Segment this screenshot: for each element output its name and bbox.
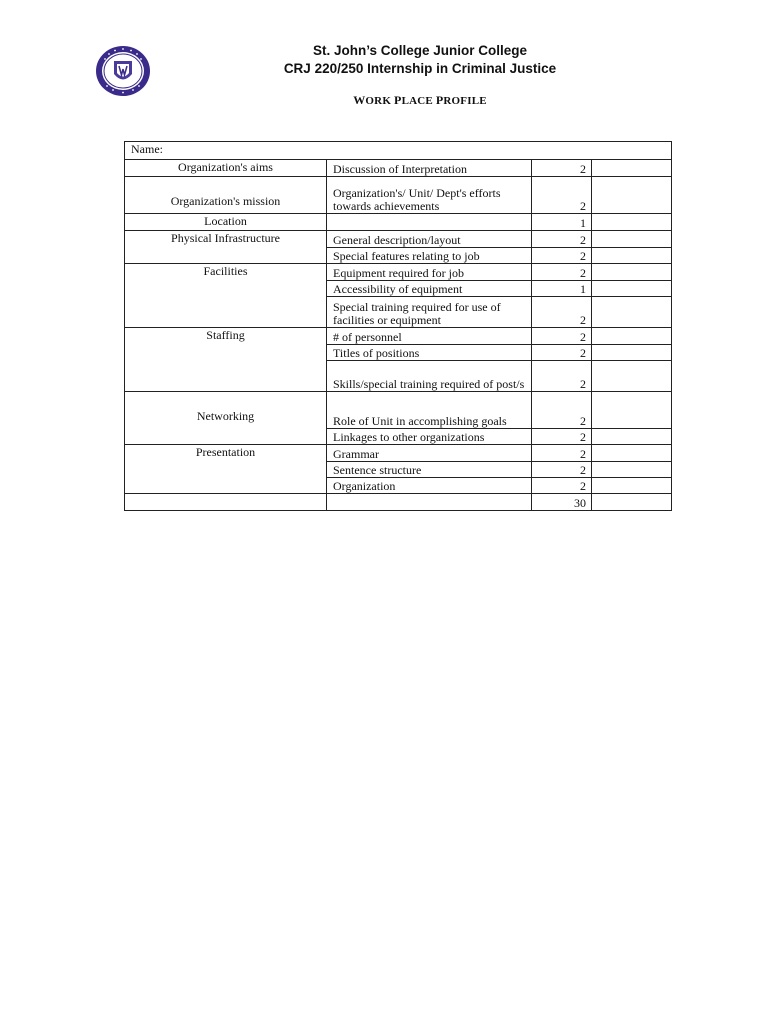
criterion-cell: Organization's mission: [125, 177, 327, 214]
points-cell: 2: [532, 160, 592, 177]
score-cell[interactable]: [592, 328, 672, 345]
course-title: CRJ 220/250 Internship in Criminal Justice: [283, 61, 557, 76]
table-row: [125, 264, 672, 281]
points-cell: 2: [532, 392, 592, 429]
score-cell[interactable]: [592, 428, 672, 445]
points-cell: 2: [532, 344, 592, 360]
item-cell: Linkages to other organizations: [327, 428, 532, 445]
item-cell: Equipment required for job: [327, 264, 532, 281]
criterion-cell: Physical Infrastructure: [125, 231, 327, 248]
item-cell: Role of Unit in accomplishing goals: [327, 392, 532, 429]
total-row: [125, 494, 672, 511]
item-cell: Grammar: [327, 445, 532, 462]
points-cell: 2: [532, 360, 592, 392]
score-cell[interactable]: [592, 214, 672, 231]
score-cell[interactable]: [592, 247, 672, 264]
points-cell: 2: [532, 296, 592, 328]
points-cell: 2: [532, 461, 592, 477]
criterion-cell: Networking: [125, 392, 327, 429]
criterion-cell: Presentation: [125, 445, 327, 462]
name-label: Name:: [125, 142, 672, 160]
points-cell: 2: [532, 445, 592, 462]
criterion-cell: [125, 360, 327, 392]
score-cell[interactable]: [592, 160, 672, 177]
table-row: [125, 428, 672, 445]
score-cell[interactable]: [592, 280, 672, 296]
item-cell: General description/layout: [327, 231, 532, 248]
item-cell: Special features relating to job: [327, 247, 532, 264]
score-cell[interactable]: [592, 344, 672, 360]
score-cell[interactable]: [592, 177, 672, 214]
item-cell: Titles of positions: [327, 344, 532, 360]
name-row: [125, 142, 672, 160]
criterion-cell: [125, 461, 327, 477]
score-cell[interactable]: [592, 264, 672, 281]
criterion-cell: [125, 477, 327, 494]
points-cell: 1: [532, 280, 592, 296]
table-row: [125, 461, 672, 477]
item-cell: Accessibility of equipment: [327, 280, 532, 296]
criterion-cell: Facilities: [125, 264, 327, 281]
criterion-cell: [125, 344, 327, 360]
table-row: [125, 360, 672, 392]
workplace-profile-table: [124, 141, 672, 511]
score-cell[interactable]: [592, 392, 672, 429]
table-row: [125, 247, 672, 264]
criterion-cell: [125, 280, 327, 296]
table-row: [125, 445, 672, 462]
total-points-cell: 30: [532, 494, 592, 511]
item-cell: Special training required for use of facilities or equipment: [327, 296, 532, 328]
points-cell: 2: [532, 264, 592, 281]
points-cell: 2: [532, 177, 592, 214]
table-row: [125, 214, 672, 231]
score-cell[interactable]: [592, 231, 672, 248]
table-row: [125, 328, 672, 345]
score-cell[interactable]: [592, 477, 672, 494]
points-cell: 2: [532, 247, 592, 264]
table-row: [125, 392, 672, 429]
table-row: [125, 296, 672, 328]
score-cell[interactable]: [592, 461, 672, 477]
item-cell: # of personnel: [327, 328, 532, 345]
document-title: WORK PLACE PROFILE: [353, 93, 487, 107]
criterion-cell: [125, 494, 327, 511]
item-cell: Sentence structure: [327, 461, 532, 477]
item-cell: Skills/special training required of post/s: [327, 360, 532, 392]
points-cell: 1: [532, 214, 592, 231]
table-row: [125, 160, 672, 177]
score-cell[interactable]: [592, 445, 672, 462]
score-cell[interactable]: [592, 360, 672, 392]
college-name: St. John’s College Junior College: [312, 43, 528, 58]
item-cell: Discussion of Interpretation: [327, 160, 532, 177]
table-row: [125, 344, 672, 360]
item-cell: Organization: [327, 477, 532, 494]
criterion-cell: [125, 247, 327, 264]
score-cell[interactable]: [592, 296, 672, 328]
table-row: [125, 231, 672, 248]
table-row: [125, 177, 672, 214]
points-cell: 2: [532, 428, 592, 445]
points-cell: 2: [532, 477, 592, 494]
points-cell: 2: [532, 231, 592, 248]
table-row: [125, 477, 672, 494]
criterion-cell: Location: [125, 214, 327, 231]
criterion-cell: Organization's aims: [125, 160, 327, 177]
item-cell: Organization's/ Unit/ Dept's efforts towards achievements: [327, 177, 532, 214]
table-row: [125, 280, 672, 296]
criterion-cell: Staffing: [125, 328, 327, 345]
score-cell[interactable]: [592, 494, 672, 511]
item-cell: [327, 214, 532, 231]
criterion-cell: [125, 296, 327, 328]
criterion-cell: [125, 428, 327, 445]
points-cell: 2: [532, 328, 592, 345]
item-cell: [327, 494, 532, 511]
